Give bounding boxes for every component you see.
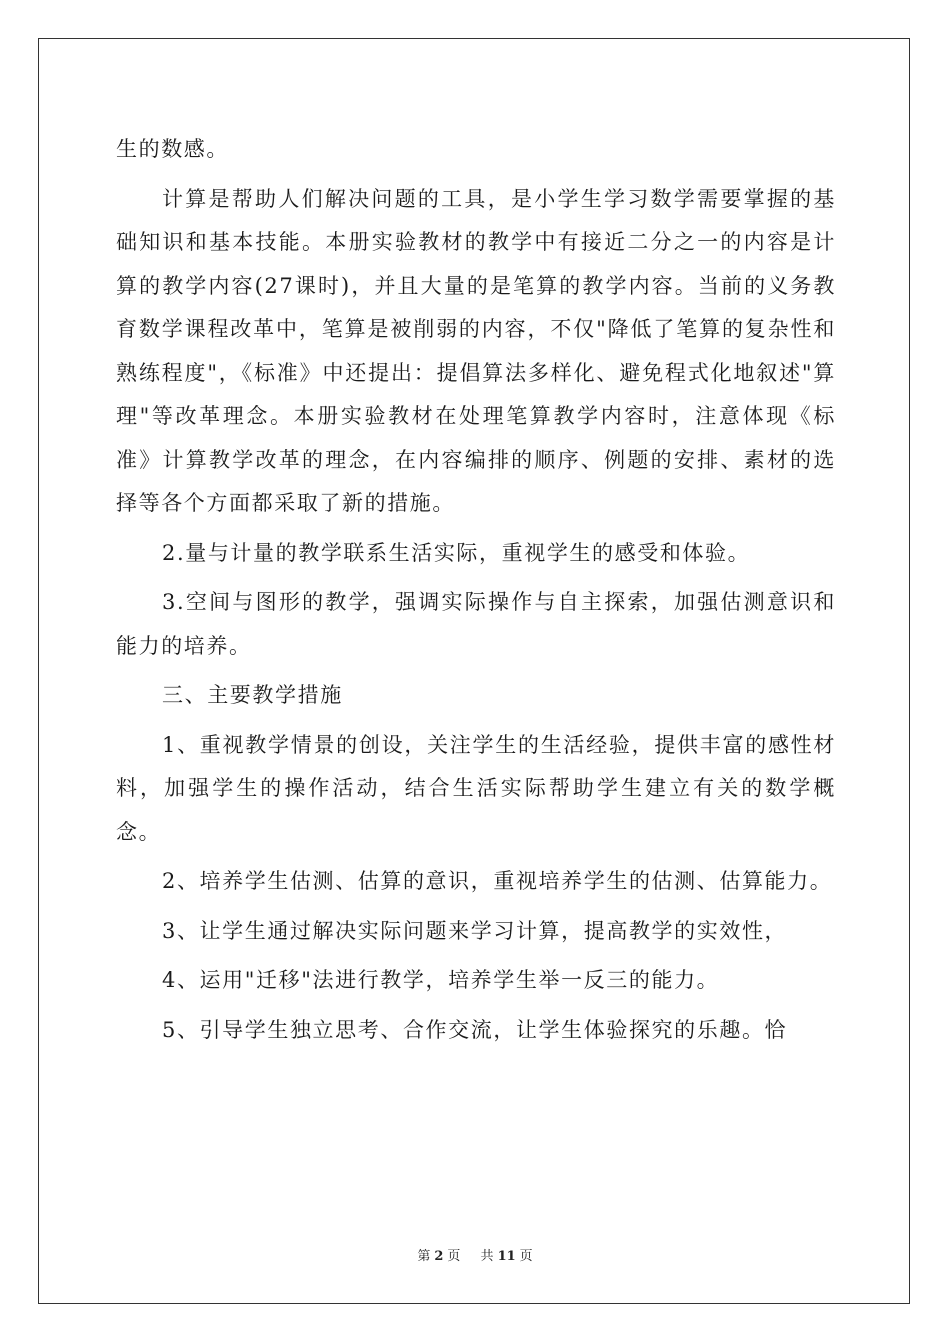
paragraph-2: 计算是帮助人们解决问题的工具，是小学生学习数学需要掌握的基础知识和基本技能。本册实验教材的教学中有接近二分之一的内容是计算的教学内容(27课时)，并且大量的是笔算的教学内容。当前的义务教育数学课程改革中，笔算是被削弱的内容，不仅"降低了笔算的复杂性和熟练程度"，《标准》中还提出：提倡算法多样化、避免程式化地叙述"算理"等改革理念。本册实验教材在处理笔算教学内容时，注意体现《标准》计算教学改革的理念，在内容编排的顺序、例题的安排、素材的选择等各个方面都采取了新的措施。 [116,186,836,515]
total-indicator [477,1249,537,1264]
paragraph-8: 3、让学生通过解决实际问题来学习计算，提高教学的实效性， [162,918,788,943]
page-prefix: 第 [417,1249,431,1264]
paragraph-4: 3.空间与图形的教学，强调实际操作与自主探索，加强估测意识和能力的培养。 [116,590,836,658]
page-footer [0,1245,950,1264]
page-indicator [413,1249,464,1264]
paragraph-6: 1、重视教学情景的创设，关注学生的生活经验，提供丰富的感性材料，加强学生的操作活动，结合生活实际帮助学生建立有关的数学概念。 [116,732,836,844]
total-prefix: 共 [480,1249,494,1264]
section-heading: 三、主要教学措施 [162,683,343,707]
paragraph-1: 生的数感。 [116,137,229,161]
document-body [116,128,836,1052]
paragraph-7: 2、培养学生估测、估算的意识，重视培养学生的估测、估算能力。 [162,869,833,893]
paragraph-10: 5、引导学生独立思考、合作交流，让学生体验探究的乐趣。恰 [162,1017,788,1042]
page-number: 2 [434,1249,444,1264]
total-suffix: 页 [519,1249,533,1264]
paragraph-3: 2.量与计量的教学联系生活实际，重视学生的感受和体验。 [162,540,751,565]
paragraph-9: 4、运用"迁移"法进行教学，培养学生举一反三的能力。 [162,968,720,992]
page-suffix: 页 [447,1249,461,1264]
total-pages: 11 [497,1249,516,1264]
